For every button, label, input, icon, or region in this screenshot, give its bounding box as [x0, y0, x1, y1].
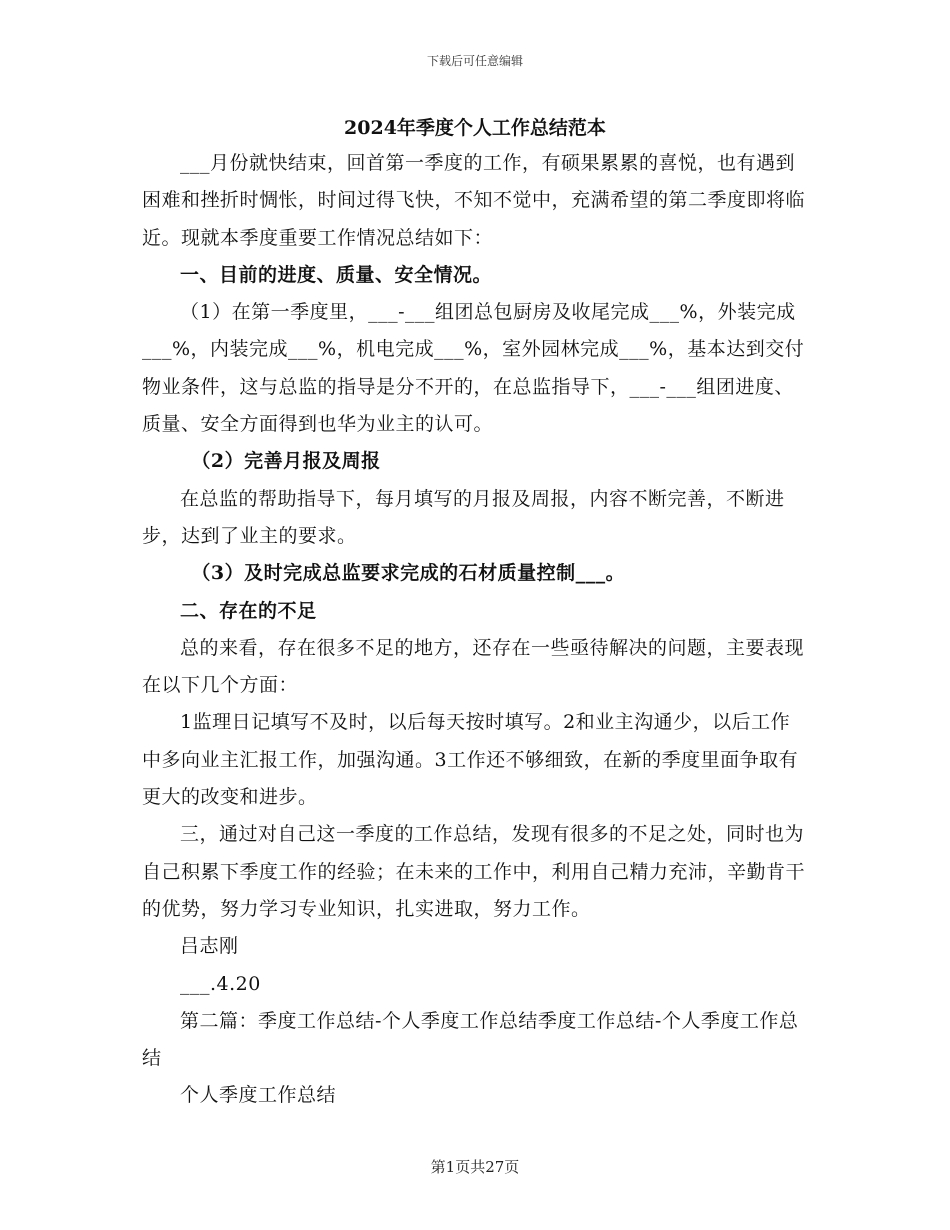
paragraph-shortcomings-list: 1监理日记填写不及时，以后每天按时填写。2和业主沟通少，以后工作中多向业主汇报工作，加强沟通。3工作还不够细致，在新的季度里面争取有更大的改变和进步。	[142, 711, 799, 809]
signature-name: 吕志刚	[180, 935, 239, 958]
paragraph-conclusion: 三，通过对自己这一季度的工作总结，发现有很多的不足之处，同时也为自己积累下季度工作的经验；在未来的工作中，利用自己精力充沛，辛勤肯干的优势，努力学习专业知识，扎实进取，努力工作。	[142, 823, 806, 920]
document-body	[142, 145, 808, 1115]
section-heading-progress: 一、目前的进度、质量、安全情况。	[180, 263, 493, 286]
paragraph-progress-details: （1）在第一季度里，___-___组团总包厨房及收尾完成___%，外装完成___%，内装完成___%，机电完成___%，室外园林完成___%，基本达到交付物业条件，这与总监的指导是分不开的，在总监指导下，___-___组团进度、质量、安全方面得到也华为业主的认可。	[142, 301, 805, 436]
subheading-reports: （2）完善月报及周报	[191, 450, 381, 473]
signature-date: ___.4.20	[180, 972, 261, 995]
paragraph-reports: 在总监的帮助指导下，每月填写的月报及周报，内容不断完善，不断进步，达到了业主的要求。	[142, 487, 785, 547]
section-heading-shortcomings: 二、存在的不足	[180, 599, 317, 622]
intro-paragraph: ___月份就快结束，回首第一季度的工作，有硕果累累的喜悦，也有遇到困难和挫折时惆怅，时间过得飞快，不知不觉中，充满希望的第二季度即将临近。现就本季度重要工作情况总结如下：	[142, 152, 806, 249]
subheading-stone-quality: （3）及时完成总监要求完成的石材质量控制___。	[191, 562, 626, 585]
paragraph-shortcomings-intro: 总的来看，存在很多不足的地方，还存在一些亟待解决的问题，主要表现在以下几个方面：	[142, 636, 805, 697]
second-article-subtitle: 个人季度工作总结	[180, 1084, 337, 1107]
page-footer-number: 第1页共27页	[430, 1158, 520, 1176]
document-title: 2024年季度个人工作总结范本	[344, 117, 606, 139]
page-header-note: 下载后可任意编辑	[426, 54, 523, 68]
second-article-title: 第二篇：季度工作总结-个人季度工作总结季度工作总结-个人季度工作总结	[142, 1009, 799, 1070]
